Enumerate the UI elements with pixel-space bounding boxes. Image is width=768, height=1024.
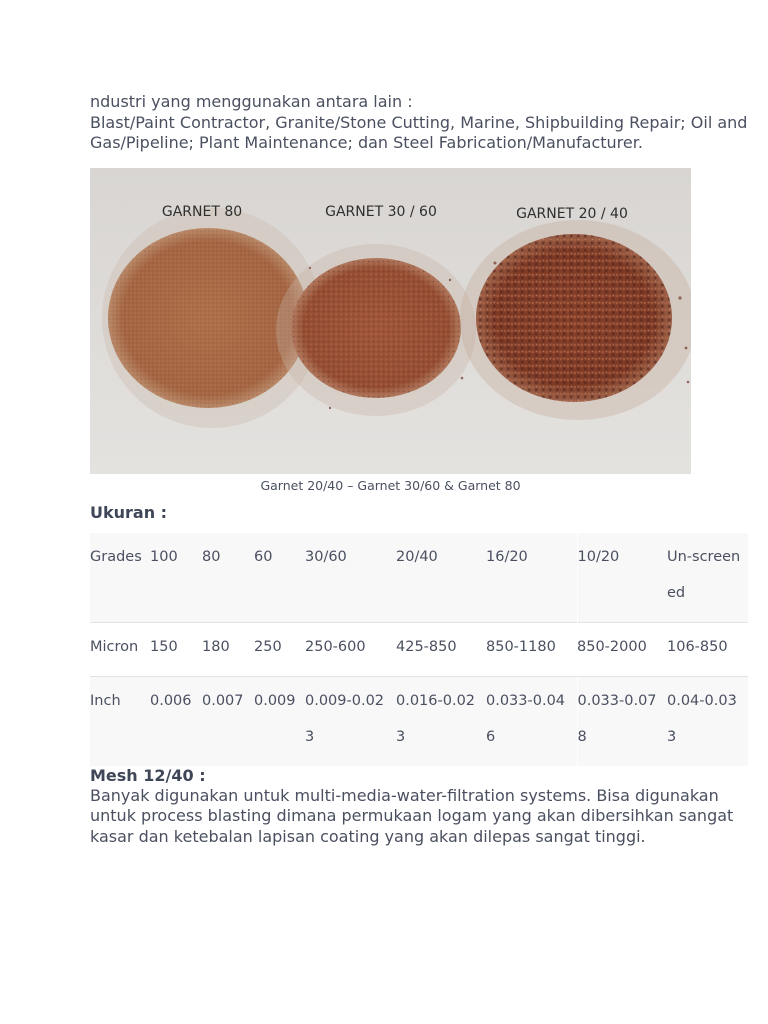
mesh-heading: Mesh 12/40 : <box>90 765 206 785</box>
table-cell: 425-850 <box>396 622 486 676</box>
row-label: Micron <box>90 622 150 676</box>
table-cell: Un-screened <box>667 533 748 623</box>
intro <box>90 92 750 154</box>
table-cell: 0.033-0.078 <box>577 676 667 766</box>
table-cell: 250 <box>254 622 305 676</box>
table-cell: 0.04-0.033 <box>667 676 748 766</box>
table-cell: 180 <box>202 622 254 676</box>
table-cell: 0.009 <box>254 676 305 766</box>
article-content <box>90 92 750 847</box>
table-cell: 10/20 <box>577 533 667 623</box>
garnet-figure <box>90 168 691 493</box>
table-cell: 80 <box>202 533 254 623</box>
figure-caption: Garnet 20/40 – Garnet 30/60 & Garnet 80 <box>260 477 521 493</box>
intro-line-1: ndustri yang menggunakan antara lain : <box>90 92 413 111</box>
table-cell: 0.016-0.023 <box>396 676 486 766</box>
table-cell: 30/60 <box>305 533 396 623</box>
ukuran-heading: Ukuran : <box>90 502 168 522</box>
table-cell: 150 <box>150 622 202 676</box>
table-cell: 850-2000 <box>577 622 667 676</box>
garnet-samples-photo <box>90 168 691 474</box>
intro-line-2: Blast/Paint Contractor, Granite/Stone Cutting, Marine, Shipbuilding Repair; Oil and Gas/Pipeline; Plant Maintenance; dan Steel Fabrication/Manufacturer. <box>90 112 748 152</box>
table-cell: 106-850 <box>667 622 748 676</box>
table-cell: 0.007 <box>202 676 254 766</box>
table-row-grades <box>90 533 748 623</box>
table-cell: 0.033-0.046 <box>486 676 577 766</box>
table-row-inch <box>90 676 748 766</box>
table-cell: 250-600 <box>305 622 396 676</box>
photo-label-garnet-80: GARNET 80 <box>161 203 243 220</box>
table-cell: 16/20 <box>486 533 577 623</box>
photo-label-garnet-20-40: GARNET 20 / 40 <box>516 205 628 222</box>
table-cell: 60 <box>254 533 305 623</box>
table-cell: 0.006 <box>150 676 202 766</box>
size-table <box>90 533 748 766</box>
row-label: Inch <box>90 676 150 766</box>
table-row-micron <box>90 622 748 676</box>
row-label: Grades <box>90 533 150 623</box>
table-cell: 20/40 <box>396 533 486 623</box>
table-cell: 100 <box>150 533 202 623</box>
table-cell: 850-1180 <box>486 622 577 676</box>
table-cell: 0.009-0.023 <box>305 676 396 766</box>
photo-label-garnet-30-60: GARNET 30 / 60 <box>325 203 437 220</box>
mesh-description: Banyak digunakan untuk multi-media-water-filtration systems. Bisa digunakan untuk process blasting dimana permukaan logam yang akan dibersihkan sangat kasar dan ketebalan lapisan coating yang akan dilepas sangat tinggi. <box>90 785 734 846</box>
